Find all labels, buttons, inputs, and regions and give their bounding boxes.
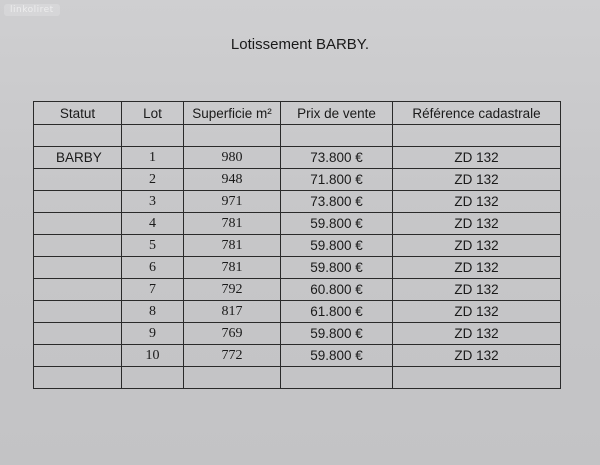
cell-reference: ZD 132 — [393, 213, 561, 235]
cell-superficie: 948 — [184, 169, 281, 191]
watermark-badge: linkoliret — [4, 4, 60, 16]
table-header-row — [34, 102, 561, 125]
cell-lot: 5 — [122, 235, 184, 257]
table-row — [34, 235, 561, 257]
empty-cell — [393, 125, 561, 147]
document-title: Lotissement BARBY. — [230, 36, 370, 53]
cell-lot: 9 — [122, 323, 184, 345]
cell-superficie: 792 — [184, 279, 281, 301]
cell-reference: ZD 132 — [393, 169, 561, 191]
cell-lot: 10 — [122, 345, 184, 367]
header-superficie: Superficie m² — [184, 102, 281, 125]
cell-statut — [34, 191, 122, 213]
table-row — [34, 301, 561, 323]
cell-superficie: 971 — [184, 191, 281, 213]
cell-reference: ZD 132 — [393, 235, 561, 257]
cell-statut — [34, 257, 122, 279]
cell-superficie: 772 — [184, 345, 281, 367]
cell-statut — [34, 169, 122, 191]
empty-cell — [281, 125, 393, 147]
cell-superficie: 769 — [184, 323, 281, 345]
empty-cell — [281, 367, 393, 389]
cell-superficie: 781 — [184, 213, 281, 235]
empty-cell — [184, 125, 281, 147]
cell-prix: 73.800 € — [281, 191, 393, 213]
cell-prix: 59.800 € — [281, 345, 393, 367]
cell-prix: 61.800 € — [281, 301, 393, 323]
cell-prix: 59.800 € — [281, 323, 393, 345]
cell-lot: 7 — [122, 279, 184, 301]
cell-superficie: 781 — [184, 235, 281, 257]
cell-superficie: 980 — [184, 147, 281, 169]
header-statut: Statut — [34, 102, 122, 125]
cell-prix: 73.800 € — [281, 147, 393, 169]
cell-prix: 71.800 € — [281, 169, 393, 191]
cell-prix: 60.800 € — [281, 279, 393, 301]
table-row — [34, 323, 561, 345]
cell-statut: BARBY — [34, 147, 122, 169]
cell-statut — [34, 213, 122, 235]
cell-reference: ZD 132 — [393, 301, 561, 323]
cell-lot: 8 — [122, 301, 184, 323]
table-row — [34, 191, 561, 213]
empty-cell — [393, 367, 561, 389]
cell-lot: 2 — [122, 169, 184, 191]
cell-prix: 59.800 € — [281, 213, 393, 235]
empty-cell — [122, 367, 184, 389]
cell-statut — [34, 323, 122, 345]
cell-lot: 1 — [122, 147, 184, 169]
table-row — [34, 169, 561, 191]
table-row — [34, 213, 561, 235]
empty-cell — [122, 125, 184, 147]
table-row-empty — [34, 125, 561, 147]
cell-reference: ZD 132 — [393, 279, 561, 301]
cell-reference: ZD 132 — [393, 191, 561, 213]
header-lot: Lot — [122, 102, 184, 125]
cell-lot: 4 — [122, 213, 184, 235]
cell-statut — [34, 301, 122, 323]
empty-cell — [184, 367, 281, 389]
cell-reference: ZD 132 — [393, 147, 561, 169]
cell-superficie: 817 — [184, 301, 281, 323]
header-prix: Prix de vente — [281, 102, 393, 125]
cell-reference: ZD 132 — [393, 257, 561, 279]
cell-lot: 3 — [122, 191, 184, 213]
table-row — [34, 279, 561, 301]
cell-statut — [34, 235, 122, 257]
table-row-empty — [34, 367, 561, 389]
cell-statut — [34, 279, 122, 301]
header-reference: Référence cadastrale — [393, 102, 561, 125]
cell-prix: 59.800 € — [281, 257, 393, 279]
cell-prix: 59.800 € — [281, 235, 393, 257]
table-row — [34, 257, 561, 279]
table-body — [34, 125, 561, 389]
empty-cell — [34, 367, 122, 389]
table-row — [34, 147, 561, 169]
cell-reference: ZD 132 — [393, 323, 561, 345]
cell-statut — [34, 345, 122, 367]
lots-table — [33, 101, 561, 389]
table-row — [34, 345, 561, 367]
cell-lot: 6 — [122, 257, 184, 279]
cell-reference: ZD 132 — [393, 345, 561, 367]
empty-cell — [34, 125, 122, 147]
cell-superficie: 781 — [184, 257, 281, 279]
